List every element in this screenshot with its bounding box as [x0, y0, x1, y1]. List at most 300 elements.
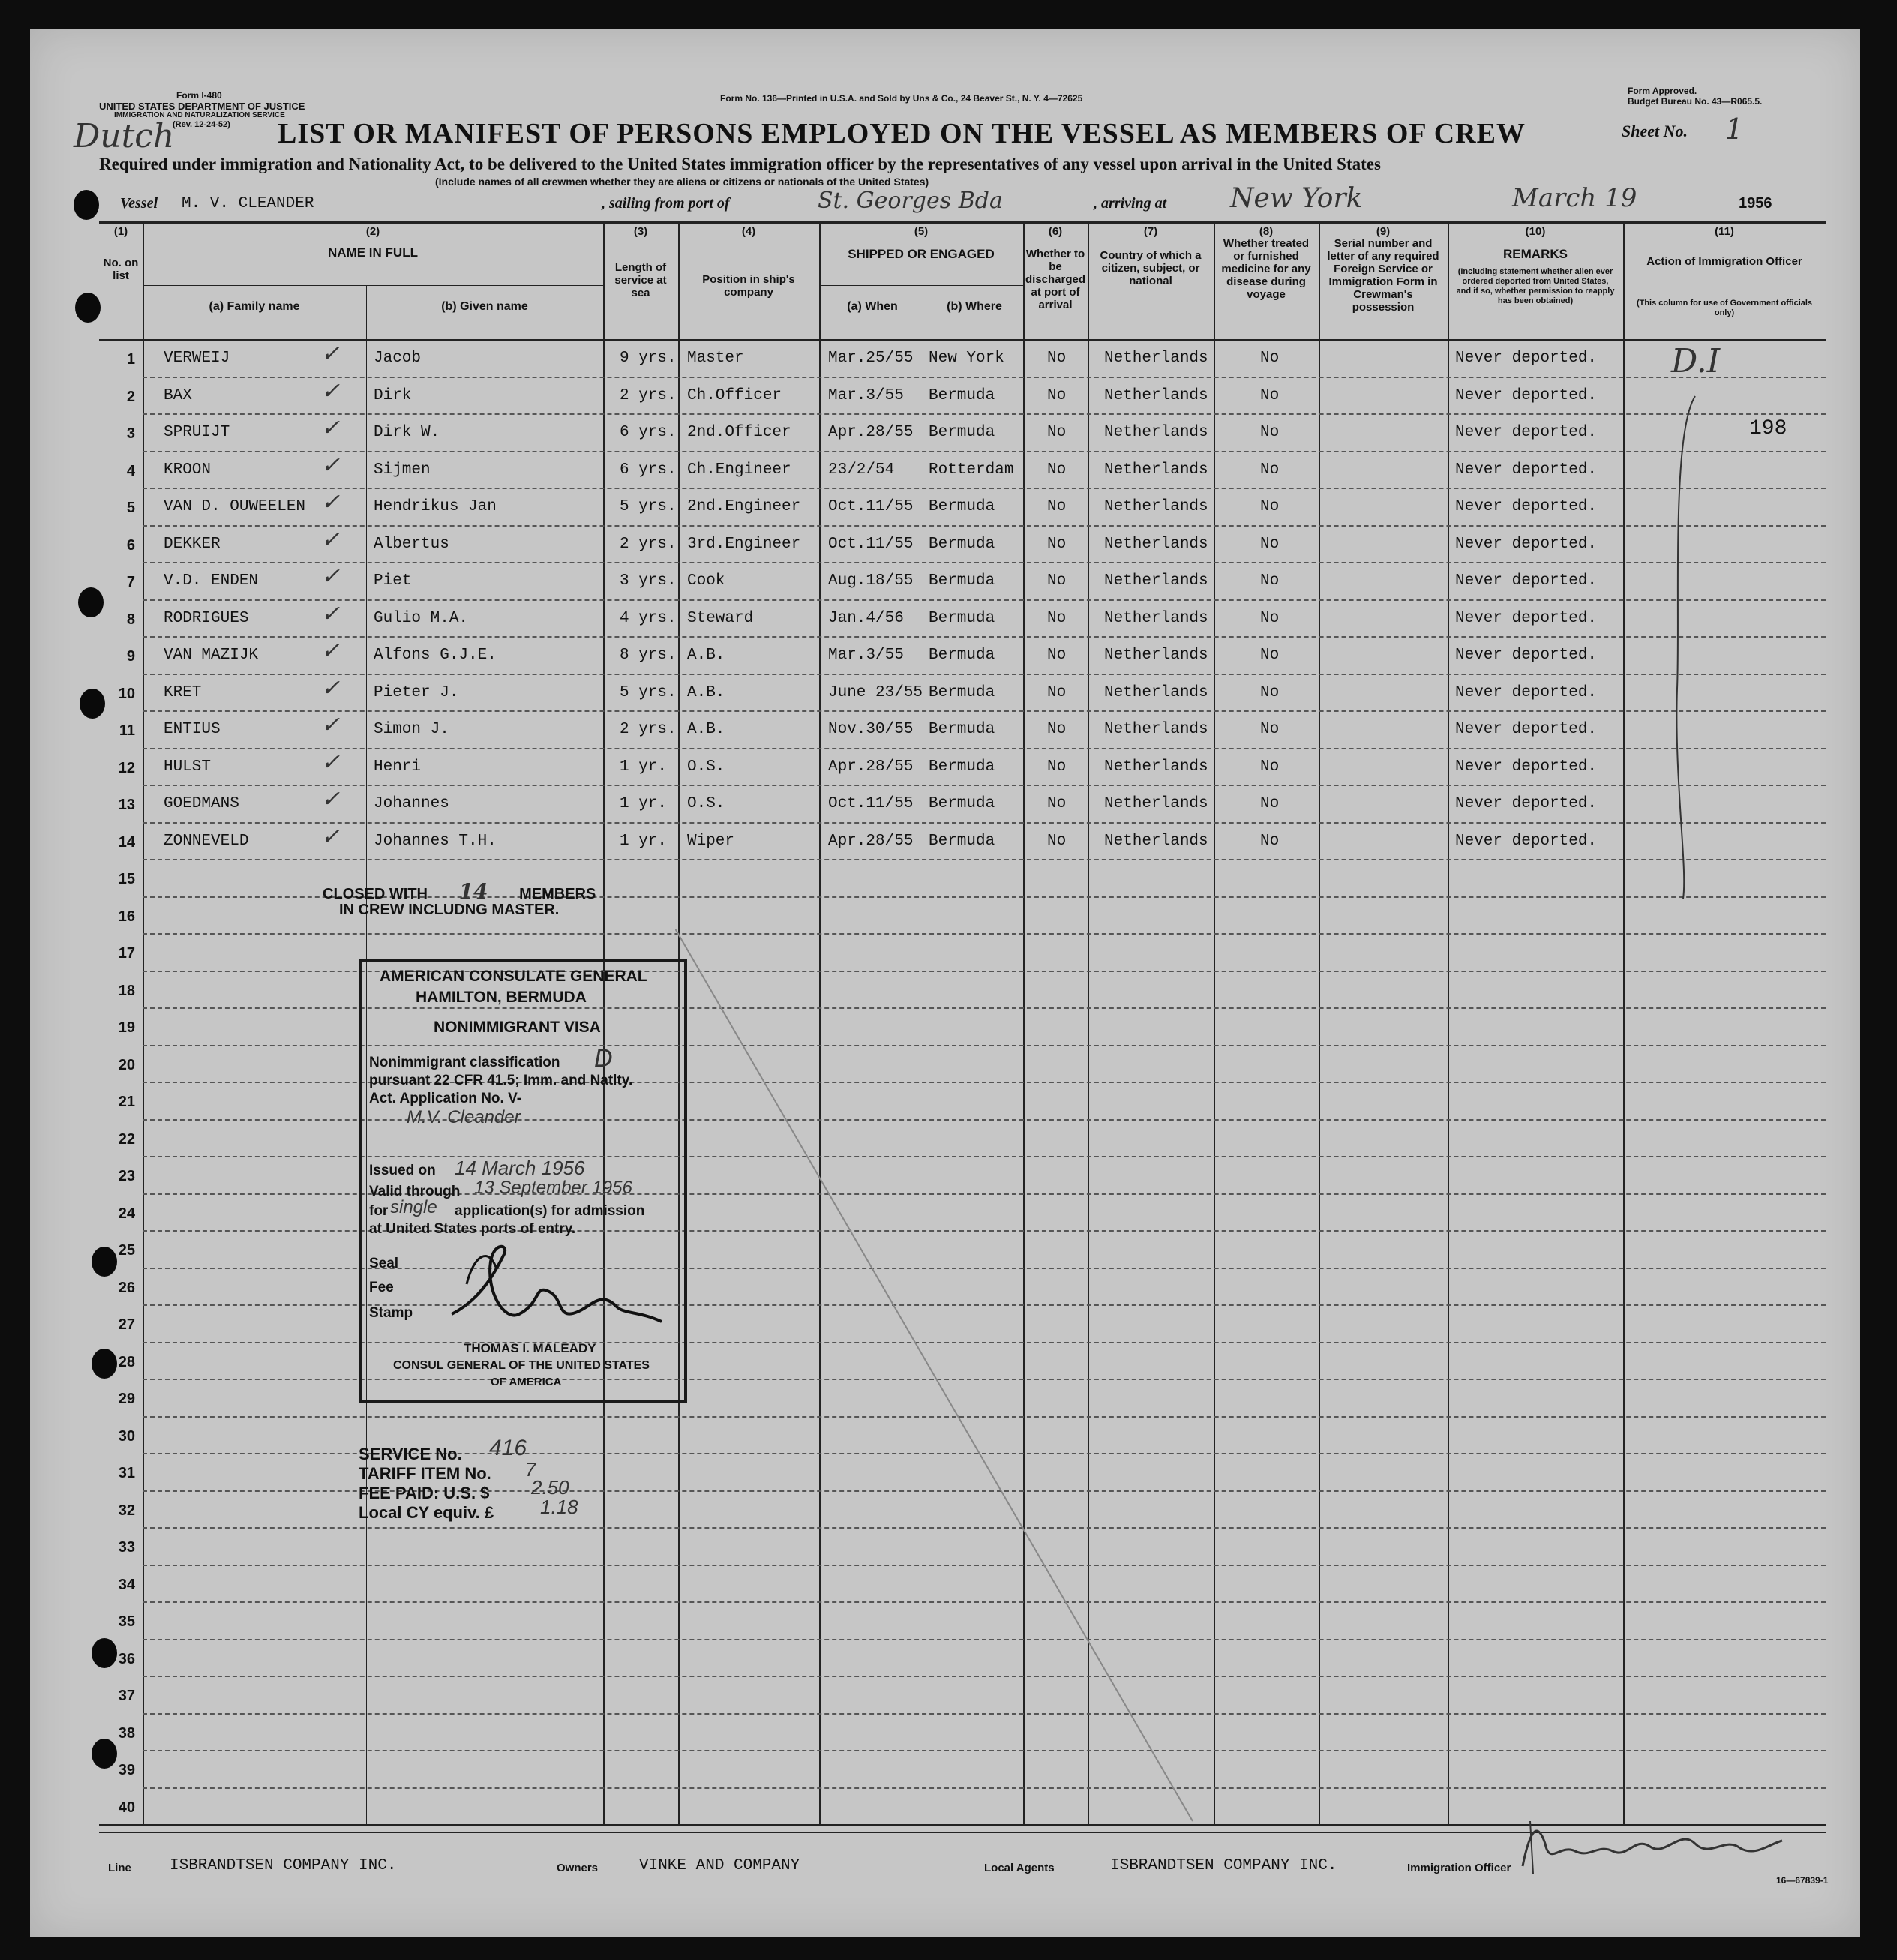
col-header-remarks: REMARKS	[1503, 247, 1568, 261]
crew-family: V.D. ENDEN	[164, 572, 259, 590]
check-mark-icon: ✓	[321, 825, 341, 851]
crew-medicine: No	[1260, 609, 1280, 627]
stamp-line-3: NONIMMIGRANT VISA	[434, 1019, 601, 1036]
crew-medicine: No	[1260, 721, 1280, 738]
closing-members: MEMBERS	[519, 886, 596, 902]
crew-discharged: No	[1047, 795, 1067, 812]
crew-remarks: Never deported.	[1455, 795, 1598, 812]
budget-bureau: Budget Bureau No. 43—R065.5.	[1628, 96, 1763, 107]
row-number: 12	[118, 759, 135, 776]
stamp-issued-value: 14 March 1956	[455, 1157, 585, 1179]
crew-position: A.B.	[687, 721, 725, 738]
crew-family: RODRIGUES	[164, 609, 249, 627]
crew-where: New York	[929, 350, 1004, 367]
crew-position: 3rd.Engineer	[687, 535, 801, 553]
crew-where: Bermuda	[929, 647, 995, 664]
crew-discharged: No	[1047, 721, 1067, 738]
row-separator	[143, 413, 1826, 415]
crew-country: Netherlands	[1104, 350, 1208, 367]
crew-where: Bermuda	[929, 386, 995, 404]
col-1-number: (1)	[113, 225, 128, 238]
stamp-application: Act. Application No. V-	[369, 1091, 522, 1106]
crew-given: Gulio M.A.	[374, 609, 469, 627]
crew-medicine: No	[1260, 832, 1280, 850]
row-number: 4	[126, 462, 135, 479]
crew-country: Netherlands	[1104, 795, 1208, 812]
crew-country: Netherlands	[1104, 461, 1208, 479]
crew-remarks: Never deported.	[1455, 832, 1598, 850]
check-mark-icon: ✓	[321, 528, 341, 554]
sheet-number: 1	[1725, 113, 1744, 146]
crew-where: Bermuda	[929, 572, 995, 590]
col-header-no: No. on list	[103, 257, 139, 282]
crew-count: 14	[458, 879, 488, 904]
check-mark-icon: ✓	[321, 677, 341, 703]
crew-remarks: Never deported.	[1455, 647, 1598, 664]
check-mark-icon: ✓	[321, 640, 341, 665]
stamp-consul-title: CONSUL GENERAL OF THE UNITED STATES	[393, 1359, 650, 1372]
crew-medicine: No	[1260, 795, 1280, 812]
crew-country: Netherlands	[1104, 832, 1208, 850]
stamp-pursuant: pursuant 22 CFR 41.5; Imm. and Natlty.	[369, 1073, 633, 1088]
row-number: 39	[118, 1762, 135, 1778]
local-currency-value: 1.18	[540, 1496, 578, 1518]
crew-medicine: No	[1260, 350, 1280, 367]
crew-discharged: No	[1047, 832, 1067, 850]
stamp-application-count: application(s) for admission	[455, 1203, 645, 1219]
crew-where: Bermuda	[929, 758, 995, 776]
check-mark-icon: ✓	[321, 417, 341, 443]
crew-country: Netherlands	[1104, 498, 1208, 515]
instruction-note: (Include names of all crewmen whether they are aliens or citizens or nationals of the United States)	[435, 176, 929, 188]
page-title: LIST OR MANIFEST OF PERSONS EMPLOYED ON THE VESSEL AS MEMBERS OF CREW	[278, 118, 1526, 149]
crew-remarks: Never deported.	[1455, 386, 1598, 404]
crew-country: Netherlands	[1104, 609, 1208, 627]
stamp-for-value: single	[390, 1197, 437, 1217]
col-3-number: (3)	[633, 225, 648, 238]
col-5-number: (5)	[914, 225, 929, 238]
punch-hole	[74, 190, 99, 220]
manifest-sheet	[30, 29, 1860, 1937]
crew-medicine: No	[1260, 386, 1280, 404]
crew-given: Johannes	[374, 795, 449, 812]
crew-country: Netherlands	[1104, 424, 1208, 441]
closing-line-1	[323, 879, 596, 904]
row-number: 40	[118, 1799, 135, 1816]
crew-discharged: No	[1047, 572, 1067, 590]
crew-family: HULST	[164, 758, 212, 776]
sailing-port: St. Georges Bda	[818, 188, 1003, 214]
crew-given: Simon J.	[374, 721, 449, 738]
crew-given: Pieter J.	[374, 683, 459, 701]
crew-country: Netherlands	[1104, 535, 1208, 553]
row-separator	[143, 599, 1826, 601]
crew-service: 1 yr.	[620, 758, 668, 776]
sheet-label: Sheet No.	[1622, 122, 1688, 140]
crew-position: O.S.	[687, 758, 725, 776]
col-header-name: NAME IN FULL	[328, 245, 418, 260]
row-number: 5	[126, 500, 135, 516]
stamp-line-2: HAMILTON, BERMUDA	[416, 989, 587, 1006]
officer-mark: D.I	[1671, 342, 1721, 380]
crew-when: Oct.11/55	[828, 498, 914, 515]
local-currency-label: Local CY equiv. £	[359, 1503, 494, 1522]
crew-remarks: Never deported.	[1455, 461, 1598, 479]
crew-discharged: No	[1047, 461, 1067, 479]
immigration-officer-signature	[1515, 1814, 1785, 1881]
crew-country: Netherlands	[1104, 572, 1208, 590]
department-line: UNITED STATES DEPARTMENT OF JUSTICE	[99, 101, 305, 112]
check-mark-icon: ✓	[321, 380, 341, 406]
row-separator	[143, 710, 1826, 712]
row-number: 13	[118, 797, 135, 813]
crew-family: VAN MAZIJK	[164, 647, 259, 664]
row-number: 30	[118, 1427, 135, 1445]
check-mark-icon: ✓	[321, 343, 341, 368]
crew-country: Netherlands	[1104, 647, 1208, 664]
col-2-number: (2)	[365, 225, 380, 238]
crew-position: Ch.Engineer	[687, 461, 791, 479]
col-header-position: Position in ship's company	[702, 273, 795, 299]
crew-medicine: No	[1260, 758, 1280, 776]
crew-discharged: No	[1047, 386, 1067, 404]
row-number: 33	[118, 1539, 135, 1556]
crew-country: Netherlands	[1104, 386, 1208, 404]
col-header-when: (a) When	[847, 300, 898, 313]
crew-family: BAX	[164, 386, 192, 404]
row-number: 20	[118, 1056, 135, 1073]
row-number: 28	[118, 1353, 135, 1370]
crew-when: Jan.4/56	[828, 609, 904, 627]
stamp-for-label: for	[369, 1203, 389, 1219]
col-header-action-note: (This column for use of Government officials only)	[1636, 299, 1813, 317]
crew-medicine: No	[1260, 572, 1280, 590]
crew-service: 4 yrs.	[620, 609, 677, 627]
row-number: 9	[126, 648, 135, 665]
crew-position: A.B.	[687, 647, 725, 664]
col-header-discharged: Whether to be discharged at port of arrival	[1025, 248, 1086, 311]
crew-medicine: No	[1260, 424, 1280, 441]
crew-medicine: No	[1260, 535, 1280, 553]
crew-given: Dirk W.	[374, 424, 440, 441]
row-number: 7	[126, 574, 135, 590]
crew-where: Bermuda	[929, 498, 995, 515]
form-number: Form I-480	[176, 90, 222, 101]
crew-position: Steward	[687, 609, 754, 627]
row-number: 10	[118, 685, 135, 702]
row-number: 1	[126, 351, 135, 368]
col-9-number: (9)	[1376, 225, 1391, 238]
col-header-country: Country of which a citizen, subject, or national	[1100, 249, 1202, 287]
row-number: 31	[118, 1465, 135, 1481]
revision: (Rev. 12-24-52)	[173, 120, 230, 129]
arrival-date: March 19	[1512, 183, 1637, 213]
crew-position: Wiper	[687, 832, 735, 850]
crew-service: 1 yr.	[620, 832, 668, 850]
crew-discharged: No	[1047, 758, 1067, 776]
crew-where: Rotterdam	[929, 461, 1014, 479]
crew-family: VAN D. OUWEELEN	[164, 498, 306, 515]
vessel-label: Vessel	[120, 195, 158, 212]
crew-medicine: No	[1260, 461, 1280, 479]
diagonal-line	[675, 929, 1200, 1829]
row-separator	[143, 636, 1826, 638]
closing-line-2: IN CREW INCLUDNG MASTER.	[339, 902, 560, 918]
row-number: 6	[126, 536, 135, 554]
crew-service: 5 yrs.	[620, 683, 677, 701]
row-number: 19	[118, 1019, 135, 1036]
form-code: 16—67839-1	[1776, 1875, 1829, 1886]
check-mark-icon: ✓	[321, 788, 341, 814]
crew-given: Sijmen	[374, 461, 431, 479]
row-separator	[143, 562, 1826, 563]
row-separator	[143, 525, 1826, 527]
row-number: 22	[118, 1130, 135, 1148]
row-number: 18	[118, 982, 135, 999]
closing-label: CLOSED WITH	[323, 886, 428, 902]
crew-service: 2 yrs.	[620, 721, 677, 738]
crew-remarks: Never deported.	[1455, 535, 1598, 553]
row-number: 16	[118, 908, 135, 925]
crew-service: 1 yr.	[620, 795, 668, 812]
row-number: 36	[118, 1650, 135, 1667]
row-separator	[143, 785, 1826, 786]
crew-position: A.B.	[687, 683, 725, 701]
consul-signature	[437, 1239, 677, 1344]
crew-when: Mar.3/55	[828, 647, 904, 664]
stamp-issued-label: Issued on	[369, 1163, 436, 1178]
crew-remarks: Never deported.	[1455, 572, 1598, 590]
visa-stamp	[359, 959, 687, 1403]
crew-service: 6 yrs.	[620, 461, 677, 479]
crew-country: Netherlands	[1104, 721, 1208, 738]
row-separator	[143, 377, 1826, 378]
crew-when: Aug.18/55	[828, 572, 914, 590]
crew-service: 2 yrs.	[620, 386, 677, 404]
crew-remarks: Never deported.	[1455, 609, 1598, 627]
punch-hole	[75, 293, 101, 323]
crew-given: Johannes T.H.	[374, 832, 497, 850]
crew-position: 2nd.Engineer	[687, 498, 801, 515]
row-number: 11	[119, 722, 135, 739]
row-number: 8	[126, 611, 135, 628]
crew-position: Master	[687, 350, 744, 367]
stamp-line-1: AMERICAN CONSULATE GENERAL	[380, 968, 647, 985]
arrival-year: 1956	[1739, 195, 1772, 212]
row-separator	[143, 674, 1826, 675]
crew-when: Mar.3/55	[828, 386, 904, 404]
stamp-seal-label: Seal	[369, 1256, 399, 1271]
col-8-number: (8)	[1259, 225, 1274, 238]
crew-position: Ch.Officer	[687, 386, 782, 404]
crew-medicine: No	[1260, 498, 1280, 515]
col-header-medicine: Whether treated or furnished medicine for any disease during voyage	[1221, 237, 1311, 301]
sailing-label: , sailing from port of	[602, 195, 730, 212]
crew-family: DEKKER	[164, 535, 221, 553]
crew-discharged: No	[1047, 683, 1067, 701]
fee-paid-label: FEE PAID: U.S. $	[359, 1484, 490, 1502]
crew-where: Bermuda	[929, 795, 995, 812]
row-number: 14	[118, 833, 135, 851]
row-number: 29	[118, 1391, 135, 1407]
crew-position: 2nd.Officer	[687, 424, 791, 441]
crew-discharged: No	[1047, 535, 1067, 553]
stamp-stamp-label: Stamp	[369, 1305, 413, 1321]
col-header-serial: Serial number and letter of any required Foreign Service or Immigration Form in Crewman's possession	[1327, 237, 1439, 314]
crew-remarks: Never deported.	[1455, 721, 1598, 738]
crew-medicine: No	[1260, 647, 1280, 664]
line-label: Line	[108, 1862, 131, 1874]
row-number: 3	[126, 425, 135, 442]
row-number: 23	[118, 1168, 135, 1184]
crew-country: Netherlands	[1104, 758, 1208, 776]
crew-family: VERWEIJ	[164, 350, 230, 367]
service-line: IMMIGRATION AND NATURALIZATION SERVICE	[114, 111, 285, 119]
printer-line: Form No. 136—Printed in U.S.A. and Sold by Uns & Co., 24 Beaver St., N. Y. 4—72625	[720, 93, 1083, 104]
row-number: 26	[118, 1279, 135, 1296]
crew-service: 8 yrs.	[620, 647, 677, 664]
crew-remarks: Never deported.	[1455, 424, 1598, 441]
crew-family: ENTIUS	[164, 721, 221, 738]
line-value: ISBRANDTSEN COMPANY INC.	[170, 1857, 397, 1874]
local-agents-label: Local Agents	[984, 1862, 1055, 1874]
crew-remarks: Never deported.	[1455, 758, 1598, 776]
col-4-number: (4)	[741, 225, 756, 238]
row-separator	[143, 822, 1826, 824]
crew-where: Bermuda	[929, 535, 995, 553]
crew-family: KROON	[164, 461, 212, 479]
crew-discharged: No	[1047, 424, 1067, 441]
crew-when: Apr.28/55	[828, 832, 914, 850]
row-number: 35	[118, 1613, 135, 1630]
crew-when: Apr.28/55	[828, 758, 914, 776]
service-number-label: SERVICE No.	[359, 1445, 462, 1463]
stamp-valid-label: Valid through	[369, 1184, 461, 1199]
check-mark-icon: ✓	[321, 714, 341, 740]
crew-given: Piet	[374, 572, 412, 590]
crew-given: Dirk	[374, 386, 412, 404]
stamp-of-america: OF AMERICA	[491, 1376, 562, 1388]
col-header-action: Action of Immigration Officer	[1646, 255, 1802, 268]
row-number: 32	[118, 1502, 135, 1519]
vessel-name: M. V. CLEANDER	[182, 195, 314, 212]
crew-service: 6 yrs.	[620, 424, 677, 441]
form-approved: Form Approved.	[1628, 86, 1697, 96]
crew-when: 23/2/54	[828, 461, 895, 479]
crew-when: Oct.11/55	[828, 795, 914, 812]
owners-value: VINKE AND COMPANY	[639, 1857, 800, 1874]
local-agents-value: ISBRANDTSEN COMPANY INC.	[1110, 1857, 1337, 1874]
col-6-number: (6)	[1048, 225, 1063, 238]
col-7-number: (7)	[1143, 225, 1158, 238]
crew-country: Netherlands	[1104, 683, 1208, 701]
crew-family: ZONNEVELD	[164, 832, 249, 850]
crew-discharged: No	[1047, 498, 1067, 515]
check-mark-icon: ✓	[321, 602, 341, 629]
crew-where: Bermuda	[929, 832, 995, 850]
crew-position: O.S.	[687, 795, 725, 812]
check-mark-icon: ✓	[321, 751, 341, 777]
crew-when: Oct.11/55	[828, 535, 914, 553]
row-number: 17	[118, 945, 135, 962]
col-header-remarks-note: (Including statement whether alien ever ordered deported from United States, and if so, whether permission to reapply has been obtained)	[1456, 267, 1615, 305]
row-number: 38	[118, 1724, 135, 1742]
stamp-officer-name: THOMAS I. MALEADY	[464, 1341, 596, 1355]
crew-given: Jacob	[374, 350, 422, 367]
tariff-item-value: 7	[525, 1458, 536, 1481]
row-separator	[143, 859, 1826, 860]
crew-discharged: No	[1047, 609, 1067, 627]
crew-given: Albertus	[374, 535, 449, 553]
crew-given: Alfons G.J.E.	[374, 647, 497, 664]
crew-when: Mar.25/55	[828, 350, 914, 367]
row-number: 25	[118, 1242, 135, 1259]
col-header-given-name: (b) Given name	[441, 300, 528, 313]
col-10-number: (10)	[1525, 225, 1546, 238]
stamp-fee-label: Fee	[369, 1280, 394, 1295]
crew-where: Bermuda	[929, 683, 995, 701]
crew-service: 3 yrs.	[620, 572, 677, 590]
crew-where: Bermuda	[929, 424, 995, 441]
col-header-shipped: SHIPPED OR ENGAGED	[848, 247, 995, 261]
stamp-classification-value: D	[594, 1044, 613, 1073]
crew-when: Nov.30/55	[828, 721, 914, 738]
handwritten-annotation: Dutch	[74, 117, 175, 155]
crew-when: Apr.28/55	[828, 424, 914, 441]
stamp-vessel-handwritten: M.V. Cleander	[407, 1107, 521, 1127]
check-mark-icon: ✓	[321, 491, 341, 517]
row-number: 21	[118, 1094, 135, 1110]
subtitle: Required under immigration and Nationality Act, to be delivered to the United States immigration officer by the representatives of any vessel upon arrival in the United States	[99, 155, 1381, 173]
immigration-officer-label: Immigration Officer	[1407, 1862, 1511, 1874]
row-number: 24	[118, 1205, 135, 1222]
crew-remarks: Never deported.	[1455, 498, 1598, 515]
crew-family: KRET	[164, 683, 202, 701]
crew-given: Hendrikus Jan	[374, 498, 497, 515]
crew-medicine: No	[1260, 683, 1280, 701]
col-11-number: (11)	[1715, 225, 1734, 238]
crew-where: Bermuda	[929, 721, 995, 738]
col-header-service: Length of service at sea	[614, 261, 667, 299]
crew-family: GOEDMANS	[164, 795, 239, 812]
row-number: 27	[118, 1316, 135, 1333]
check-mark-icon: ✓	[321, 454, 341, 480]
row-number: 34	[118, 1576, 135, 1593]
owners-label: Owners	[557, 1862, 599, 1874]
crew-service: 5 yrs.	[620, 498, 677, 515]
row-separator	[143, 748, 1826, 749]
arriving-label: , arriving at	[1094, 195, 1167, 212]
crew-discharged: No	[1047, 647, 1067, 664]
row-number: 2	[126, 388, 135, 405]
stamp-valid-value: 13 September 1956	[474, 1178, 632, 1198]
service-number-value: 416	[489, 1436, 527, 1460]
check-mark-icon: ✓	[321, 566, 341, 591]
stamp-classification-label: Nonimmigrant classification	[369, 1055, 560, 1070]
crew-family: SPRUIJT	[164, 424, 230, 441]
crew-discharged: No	[1047, 350, 1067, 367]
row-separator	[143, 488, 1826, 489]
crew-given: Henri	[374, 758, 422, 776]
bracket-mark	[1665, 389, 1710, 906]
crew-remarks: Never deported.	[1455, 683, 1598, 701]
crew-service: 9 yrs.	[620, 350, 677, 367]
row-number: 15	[118, 871, 135, 887]
fee-paid-value: 2.50	[531, 1476, 569, 1499]
crew-when: June 23/55	[828, 683, 923, 701]
stamp-ports: at United States ports of entry.	[369, 1221, 576, 1237]
crew-remarks: Never deported.	[1455, 350, 1598, 367]
